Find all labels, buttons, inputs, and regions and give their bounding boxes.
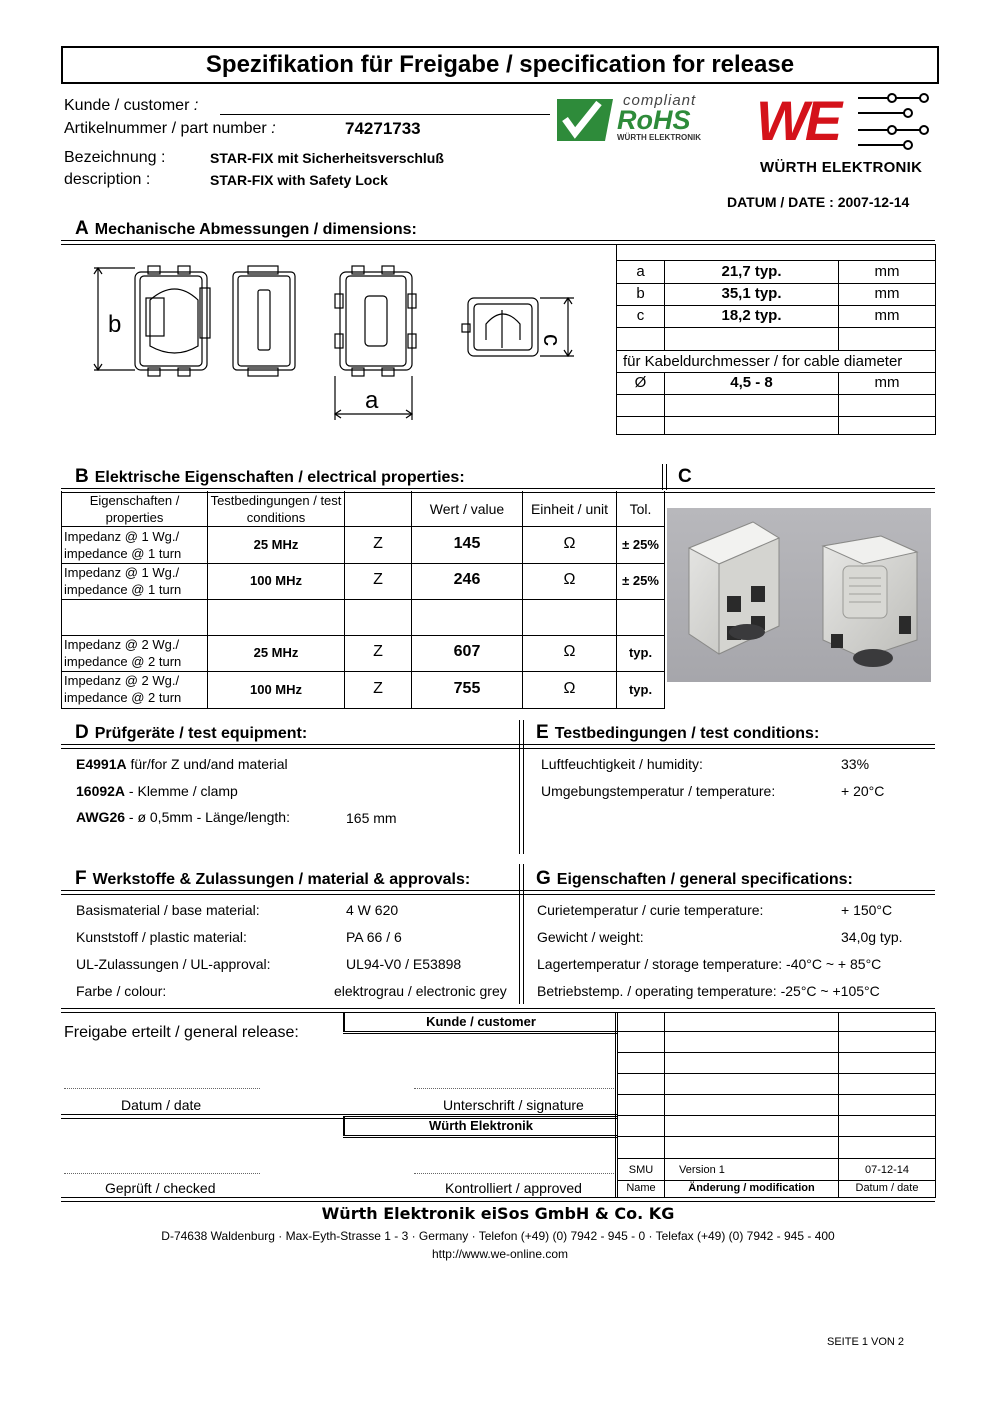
condition-temperature-value: + 20°C <box>841 783 885 799</box>
header-tol: Tol. <box>629 501 652 517</box>
approved-line[interactable] <box>414 1173 614 1174</box>
section-a-title: A Mechanische Abmessungen / dimensions: <box>75 218 417 239</box>
cable-diameter-label: für Kabeldurchmesser / for cable diameter <box>623 353 903 370</box>
row-1-unit: Ω <box>563 535 576 552</box>
section-d-title: D Prüfgeräte / test equipment: <box>75 722 308 743</box>
cable-value: 4,5 - 8 <box>730 374 773 391</box>
dim-label-c: c <box>538 334 565 346</box>
dim-c-value: 18,2 typ. <box>721 307 782 324</box>
material-plastic-value: PA 66 / 6 <box>346 929 402 945</box>
dim-b-unit: mm <box>874 285 900 302</box>
history-col-date: Datum / date <box>855 1182 919 1194</box>
release-label: Freigabe erteilt / general release: <box>64 1024 299 1041</box>
material-ul-value: UL94-V0 / E53898 <box>346 956 462 972</box>
checked-line[interactable] <box>64 1173 260 1174</box>
condition-humidity-label: Luftfeuchtigkeit / humidity: <box>541 756 703 772</box>
cable-unit: mm <box>874 374 900 391</box>
history-col-modification: Änderung / modification <box>688 1182 815 1194</box>
description-value: STAR-FIX with Safety Lock <box>210 172 388 188</box>
customer-box: Kunde / customer <box>343 1012 618 1032</box>
we-mark: WE <box>756 89 839 152</box>
section-e-title: E Testbedingungen / test conditions: <box>536 722 820 743</box>
customer-signature-line[interactable] <box>414 1088 614 1089</box>
dim-a-unit: mm <box>874 263 900 280</box>
document-title: Spezifikation für Freigabe / specification for release <box>61 46 939 84</box>
row-2-unit: Ω <box>563 571 576 588</box>
header-value: Wert / value <box>429 501 505 517</box>
row-1-condition: 25 MHz <box>253 537 299 552</box>
section-b-title: B Elektrische Eigenschaften / electrical properties: <box>75 466 465 487</box>
spec-operating-temp: Betriebstemp. / operating temperature: -25°C ~ +105°C <box>537 983 880 999</box>
spec-curie-value: + 150°C <box>841 902 893 918</box>
customer-field-line <box>220 114 550 115</box>
spec-curie-label: Curietemperatur / curie temperature: <box>537 902 764 918</box>
row-1-tol: ± 25% <box>622 537 659 552</box>
dim-a-name: a <box>636 263 645 280</box>
checked-label: Geprüft / checked <box>105 1180 216 1196</box>
rohs-text: RoHS <box>617 105 691 135</box>
rohs-subtext: WÜRTH ELEKTRONIK <box>617 133 701 142</box>
wurth-box: Würth Elektronik <box>343 1116 618 1136</box>
row-4-tol: typ. <box>628 682 653 697</box>
row-3-condition: 25 MHz <box>253 645 299 660</box>
company-url[interactable]: http://www.we-online.com <box>431 1247 569 1261</box>
date-label: Datum / date <box>121 1097 202 1113</box>
customer-label: Kunde / customer : <box>64 97 199 114</box>
section-g-title: G Eigenschaften / general specifications: <box>536 868 853 889</box>
signature-label: Unterschrift / signature <box>443 1097 584 1113</box>
material-ul-label: UL-Zulassungen / UL-approval: <box>76 956 271 972</box>
row-4-value: 755 <box>453 680 481 697</box>
cable-name: Ø <box>634 374 647 391</box>
row-2-value: 246 <box>453 571 481 588</box>
material-plastic-label: Kunststoff / plastic material: <box>76 929 247 945</box>
dim-c-name: c <box>636 307 645 324</box>
material-base-label: Basismaterial / base material: <box>76 902 260 918</box>
equipment-2: 16092A - Klemme / clamp <box>76 783 238 799</box>
row-4-unit: Ω <box>563 680 576 697</box>
product-photo <box>667 508 931 682</box>
designation-value: STAR-FIX mit Sicherheitsverschluß <box>210 150 444 166</box>
condition-humidity-value: 33% <box>841 756 870 772</box>
page-number: SEITE 1 VON 2 <box>827 1336 905 1348</box>
wurth-logo <box>738 90 934 178</box>
row-3-symbol: Z <box>373 643 383 660</box>
row-3-value: 607 <box>453 643 481 660</box>
dim-b-value: 35,1 typ. <box>721 285 782 302</box>
row-2-property: Impedanz @ 1 Wg./ impedance @ 1 turn <box>64 565 182 597</box>
dim-a-value: 21,7 typ. <box>721 263 782 280</box>
equipment-3-length: 165 mm <box>346 810 397 826</box>
rohs-check-icon <box>555 93 615 145</box>
material-base-value: 4 W 620 <box>346 902 399 918</box>
row-1-property: Impedanz @ 1 Wg./ impedance @ 1 turn <box>64 529 182 561</box>
row-2-tol: ± 25% <box>622 573 659 588</box>
dim-c-unit: mm <box>874 307 900 324</box>
equipment-1: E4991A für/for Z und/and material <box>76 756 288 772</box>
history-version: Version 1 <box>679 1164 725 1176</box>
mechanical-drawing <box>90 258 590 428</box>
header-unit: Einheit / unit <box>530 501 609 517</box>
spec-weight-value: 34,0g typ. <box>841 929 903 945</box>
description-label: description : <box>64 171 151 188</box>
condition-temperature-label: Umgebungstemperatur / temperature: <box>541 783 776 799</box>
rohs-logo <box>555 93 731 145</box>
part-number-label: Artikelnummer / part number : <box>64 120 276 137</box>
row-3-property: Impedanz @ 2 Wg./ impedance @ 2 turn <box>64 637 182 669</box>
spec-storage-temp: Lagertemperatur / storage temperature: -40°C ~ + 85°C <box>537 956 882 972</box>
dim-b-name: b <box>636 285 645 302</box>
company-name: Würth Elektronik eiSos GmbH & Co. KG <box>321 1204 675 1223</box>
history-smu: SMU <box>628 1164 654 1176</box>
row-2-condition: 100 MHz <box>249 573 303 588</box>
material-colour-value: elektrograu / electronic grey <box>334 983 507 999</box>
equipment-3: AWG26 - ø 0,5mm - Länge/length: <box>76 809 290 825</box>
history-version-date: 07-12-14 <box>864 1164 910 1176</box>
row-4-symbol: Z <box>373 680 383 697</box>
part-number: 74271733 <box>345 119 421 138</box>
customer-date-line[interactable] <box>64 1088 260 1089</box>
company-address: D-74638 Waldenburg · Max-Eyth-Strasse 1 - 3 · Germany · Telefon (+49) (0) 7942 - 945 - 0 · Telefax (+49) (0) 7942 - 945 - 400 <box>161 1229 835 1243</box>
section-c-title: C <box>678 466 692 487</box>
material-colour-label: Farbe / colour: <box>76 983 167 999</box>
section-f-title: F Werkstoffe & Zulassungen / material & approvals: <box>75 868 471 889</box>
document-date: DATUM / DATE : 2007-12-14 <box>727 194 910 210</box>
approved-label: Kontrolliert / approved <box>445 1180 582 1196</box>
header-properties: Eigenschaften / properties <box>89 493 180 525</box>
row-4-property: Impedanz @ 2 Wg./ impedance @ 2 turn <box>64 673 182 705</box>
history-col-name: Name <box>626 1182 656 1194</box>
row-3-unit: Ω <box>563 643 576 660</box>
row-2-symbol: Z <box>373 571 383 588</box>
row-4-condition: 100 MHz <box>249 682 303 697</box>
dim-label-a: a <box>365 387 379 414</box>
spec-weight-label: Gewicht / weight: <box>537 929 644 945</box>
row-3-tol: typ. <box>628 645 653 660</box>
row-1-symbol: Z <box>373 535 383 552</box>
row-1-value: 145 <box>453 535 481 552</box>
we-name: WÜRTH ELEKTRONIK <box>760 159 923 176</box>
rohs-compliant-text: compliant <box>623 92 697 109</box>
header-conditions: Testbedingungen / test conditions <box>210 493 342 525</box>
dim-label-b: b <box>108 311 122 338</box>
designation-label: Bezeichnung : <box>64 149 166 166</box>
